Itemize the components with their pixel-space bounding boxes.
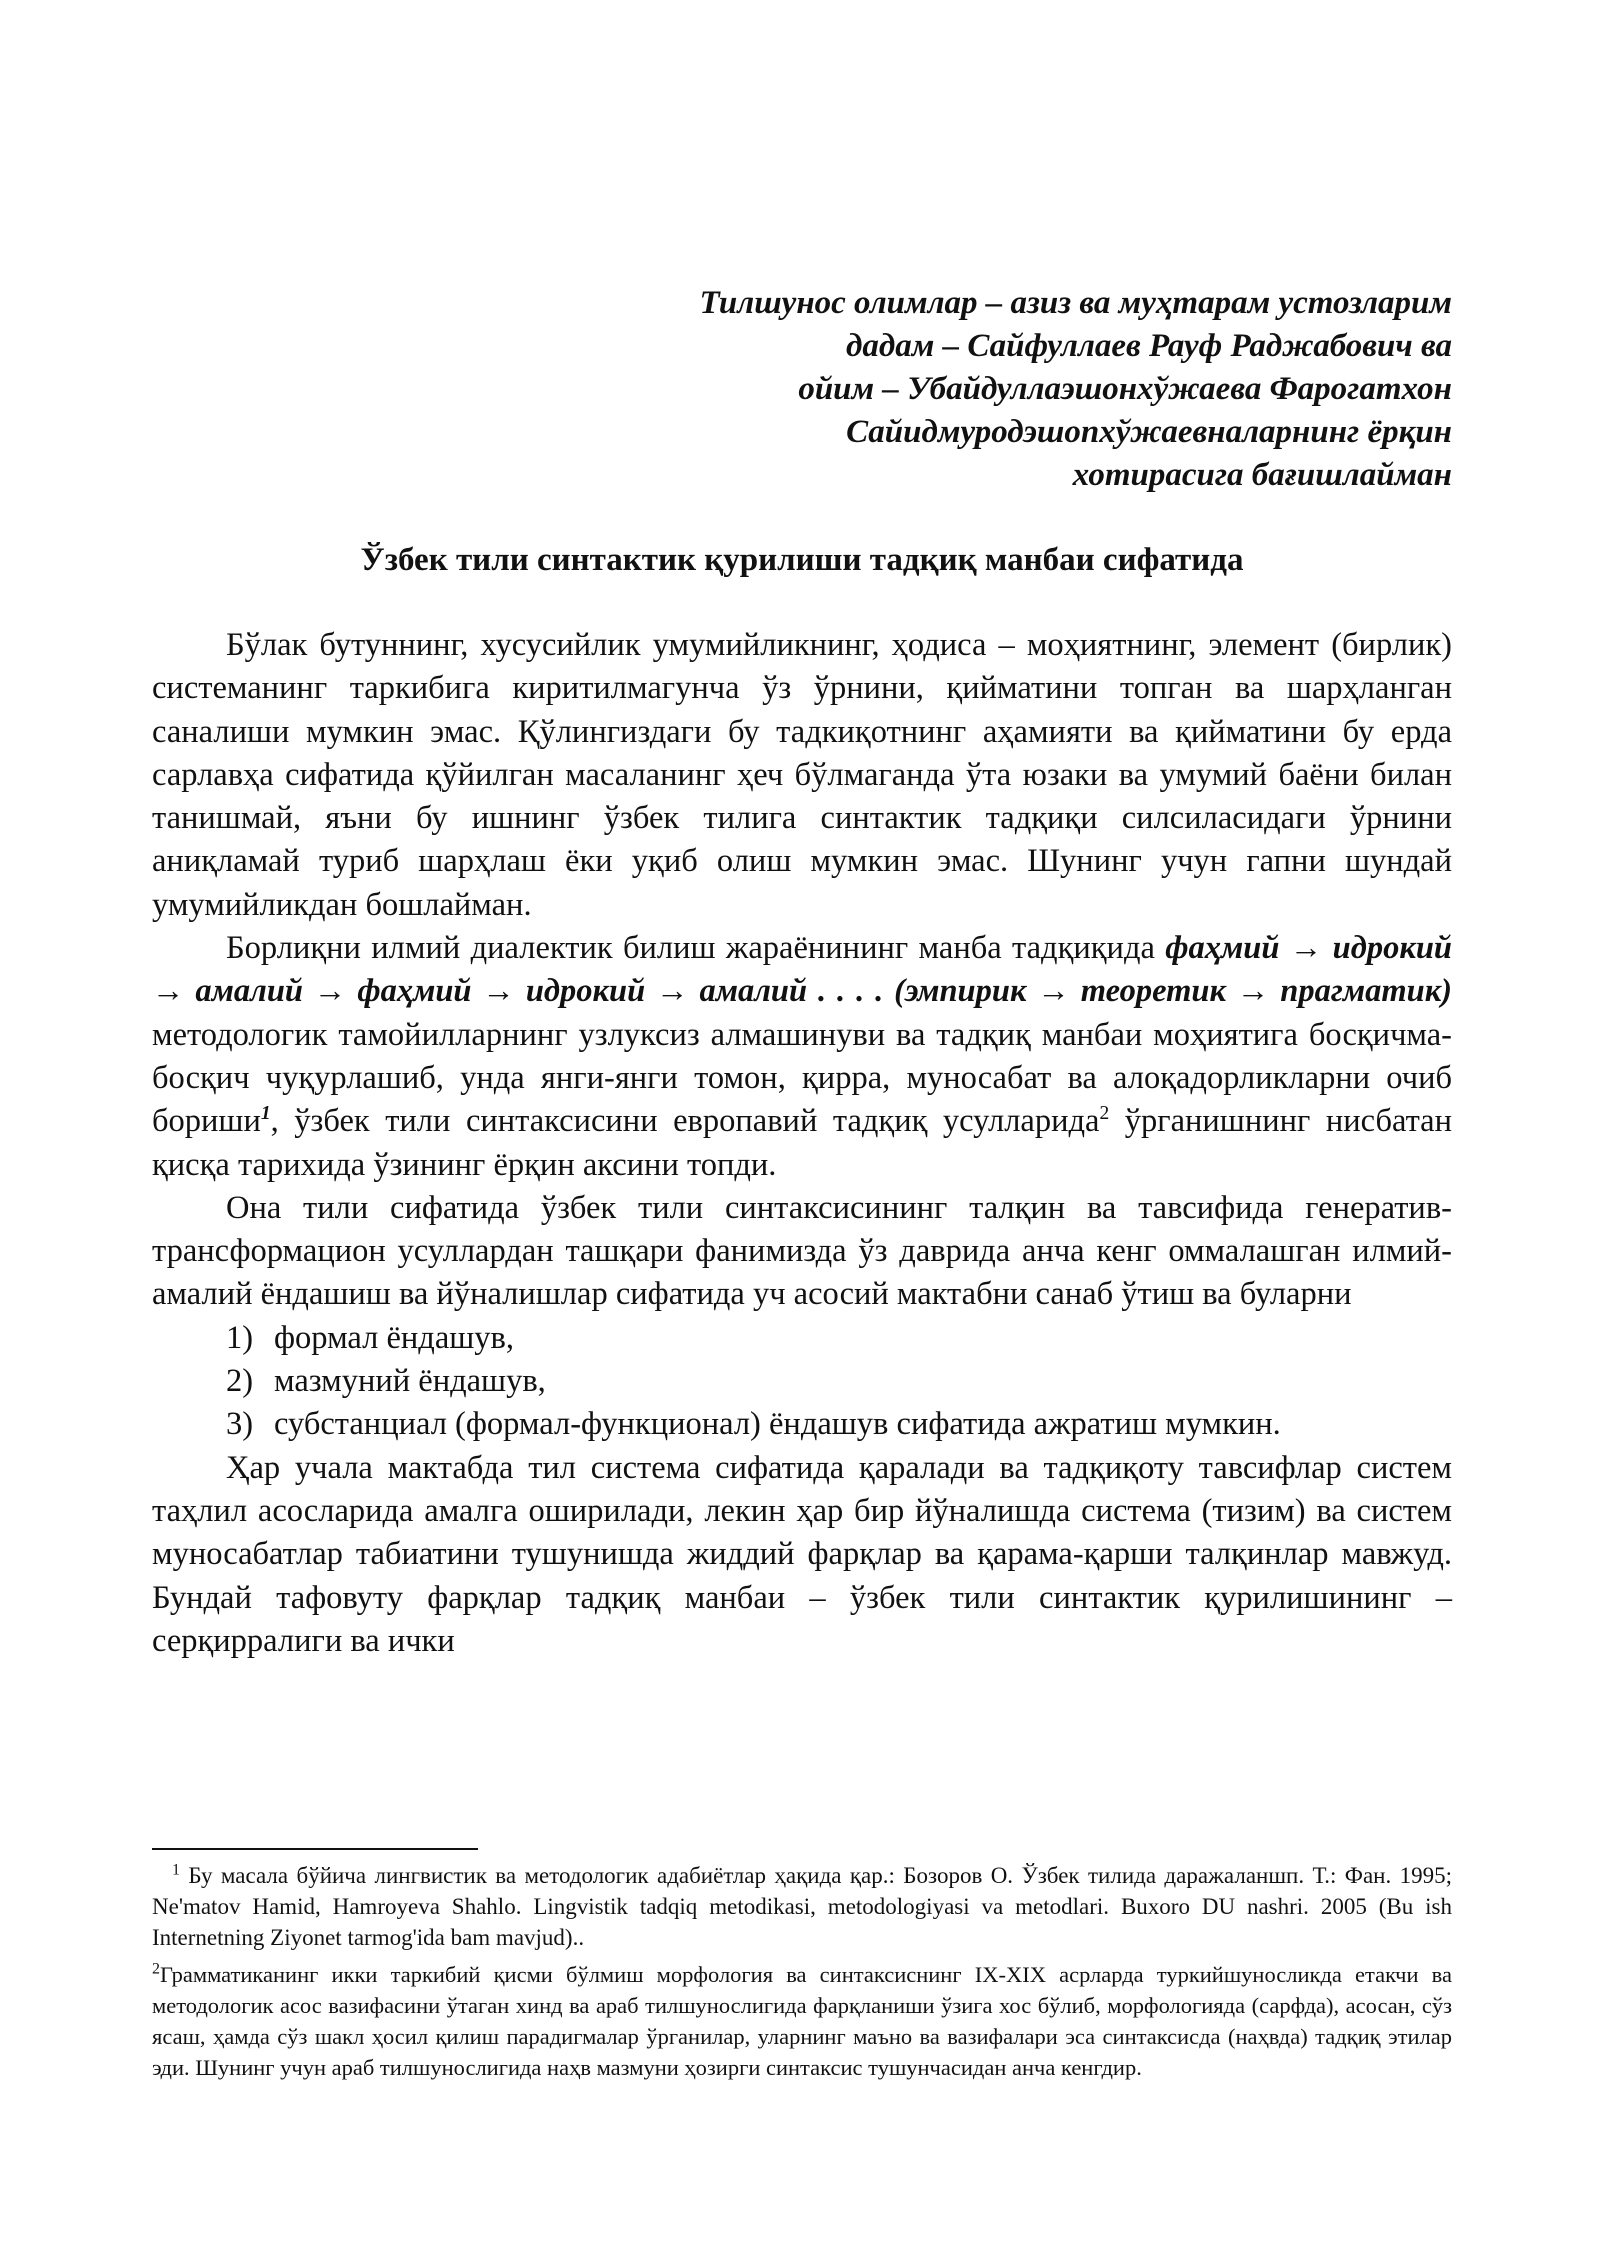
dedication-line: Тилшунос олимлар – азиз ва муҳтарам устозларим <box>699 285 1452 321</box>
footnote-text: Бу масала бўйича лингвистик ва методологик адабиётлар ҳақида қар.: Бозоров О. Ўзбек тилида даражаланшп. Т.: Фан. 1995; Ne'matov Hamid, Hamroyeva Shahlo. Lingvistik tadqiq metodikasi, metodologiyasi va metodlari. Buxoro DU nashri. 2005 (Bu ish Internetning Ziyonet tarmog'ida bam mavjud).. <box>152 1863 1452 1950</box>
list-text: формал ёндашув, <box>274 1319 514 1356</box>
emphasized-text: фаҳмий → идрокий → амалий → фаҳмий → идрокий → амалий . . . . (эмпирик → теоретик → прагматик) <box>152 930 1452 1010</box>
list-number: 3) <box>226 1406 254 1443</box>
list-number: 2) <box>226 1363 254 1400</box>
paragraph-text: ўрганишнинг нисбатан қисқа тарихида ўзининг ёрқин аксини топди. <box>152 1103 1452 1183</box>
list-item <box>152 1403 1452 1446</box>
paragraph <box>152 927 1452 1187</box>
dedication-line: Сайидмуродэшопхўжаевналарнинг ёрқин <box>846 414 1452 450</box>
dedication-line: ойим – Убайдуллаэшонхўжаева Фарогатхон <box>798 371 1452 407</box>
paragraph-text: Борлиқни илмий диалектик билиш жараёнининг манба тадқиқида <box>226 930 1166 967</box>
footnotes <box>152 1860 1452 2083</box>
dedication-line: хотирасига бағишлайман <box>1072 457 1452 493</box>
footnote-reference[interactable]: 1 <box>260 1103 271 1125</box>
footnote-separator <box>152 1848 478 1850</box>
numbered-list <box>152 1317 1452 1447</box>
paragraph: Она тили сифатида ўзбек тили синтаксисининг талқин ва тавсифида генератив-трансформацион усуллардан ташқари фанимизда ўз даврида анча кенг оммалашган илмий-амалий ёндашиш ва йўналишлар сифатида уч асосий мактабни санаб ўтиш ва буларни <box>152 1189 1452 1313</box>
list-item <box>152 1360 1452 1403</box>
footnote-reference[interactable]: 2 <box>1099 1103 1110 1125</box>
footnote-text: Грамматиканинг икки таркибий қисми бўлмиш морфология ва синтаксиснинг IX-XIX асрларда туркийшуносликда етакчи ва методологик асос вазифасини ўтаган хинд ва араб тилшунослигида фарқланиши ўзига хос бўлиб, морфологияда (сарфда), асосан, сўз ясаш, ҳамда сўз шакл ҳосил қилиш парадигмалар ўрганилар, уларнинг маъно ва вазифалари эса синтаксисда (наҳвда) тадқиқ этилар эди. Шунинг учун араб тилшунослигида наҳв мазмуни ҳозирги синтаксис тушунчасидан анча кенгдир. <box>152 1962 1452 2080</box>
dedication <box>560 282 1452 497</box>
paragraph-text: , ўзбек тили синтаксисини европавий тадқиқ усулларида <box>270 1103 1100 1140</box>
dedication-line: дадам – Сайфуллаев Рауф Раджабович ва <box>846 328 1452 364</box>
list-number: 1) <box>226 1319 254 1356</box>
section-title: Ўзбек тили синтактик қурилиши тадқиқ манбаи сифатида <box>360 542 1244 578</box>
list-text: мазмуний ёндашув, <box>274 1363 546 1400</box>
footnote-2 <box>152 1959 1452 2083</box>
footnote-marker: 1 <box>172 1861 180 1879</box>
paragraph: Ҳар учала мактабда тил система сифатида қаралади ва тадқиқоту тавсифлар систем таҳлил асосларида амалга оширилади, лекин ҳар бир йўналишда система (тизим) ва систем муносабатлар табиатини тушунишда жиддий фарқлар ва қарама-қарши талқинлар мавжуд. Бундай тафовуту фарқлар тадқиқ манбаи – ўзбек тили синтактик қурилишининг – серқирралиги ва ички <box>152 1449 1452 1659</box>
paragraph: Бўлак бутуннинг, хусусийлик умумийликнинг, ҳодиса – моҳиятнинг, элемент (бирлик) системанинг таркибига киритилмагунча ўз ўрнини, қийматини топган ва шарҳланган саналиши мумкин эмас. Қўлингиздаги бу тадкиқотнинг аҳамияти ва қийматини бу ерда сарлавҳа сифатида қўйилган масаланинг ҳеч бўлмаганда ўта юзаки ва умумий баёни билан танишмай, яъни бу ишнинг ўзбек тилига синтактик тадқиқи силсиласидаги ўрнини аниқламай туриб шарҳлаш ёки уқиб олиш мумкин эмас. Шунинг учун гапни шундай умумийликдан бошлайман. <box>152 627 1452 923</box>
body-text <box>152 624 1452 1663</box>
footnote-marker: 2 <box>152 1960 160 1978</box>
footnote-1 <box>152 1860 1452 1953</box>
paragraph-text: методологик тамойилларнинг узлуксиз алмашинуви ва тадқиқ манбаи моҳиятига босқичма-босқич чуқурлашиб, унда янги-янги томон, қирра, муносабат ва алоқадорликларни очиб бориши <box>152 1016 1452 1140</box>
list-text: субстанциал (формал-функционал) ёндашув сифатида ажратиш мумкин. <box>274 1406 1281 1443</box>
list-item <box>152 1317 1452 1360</box>
